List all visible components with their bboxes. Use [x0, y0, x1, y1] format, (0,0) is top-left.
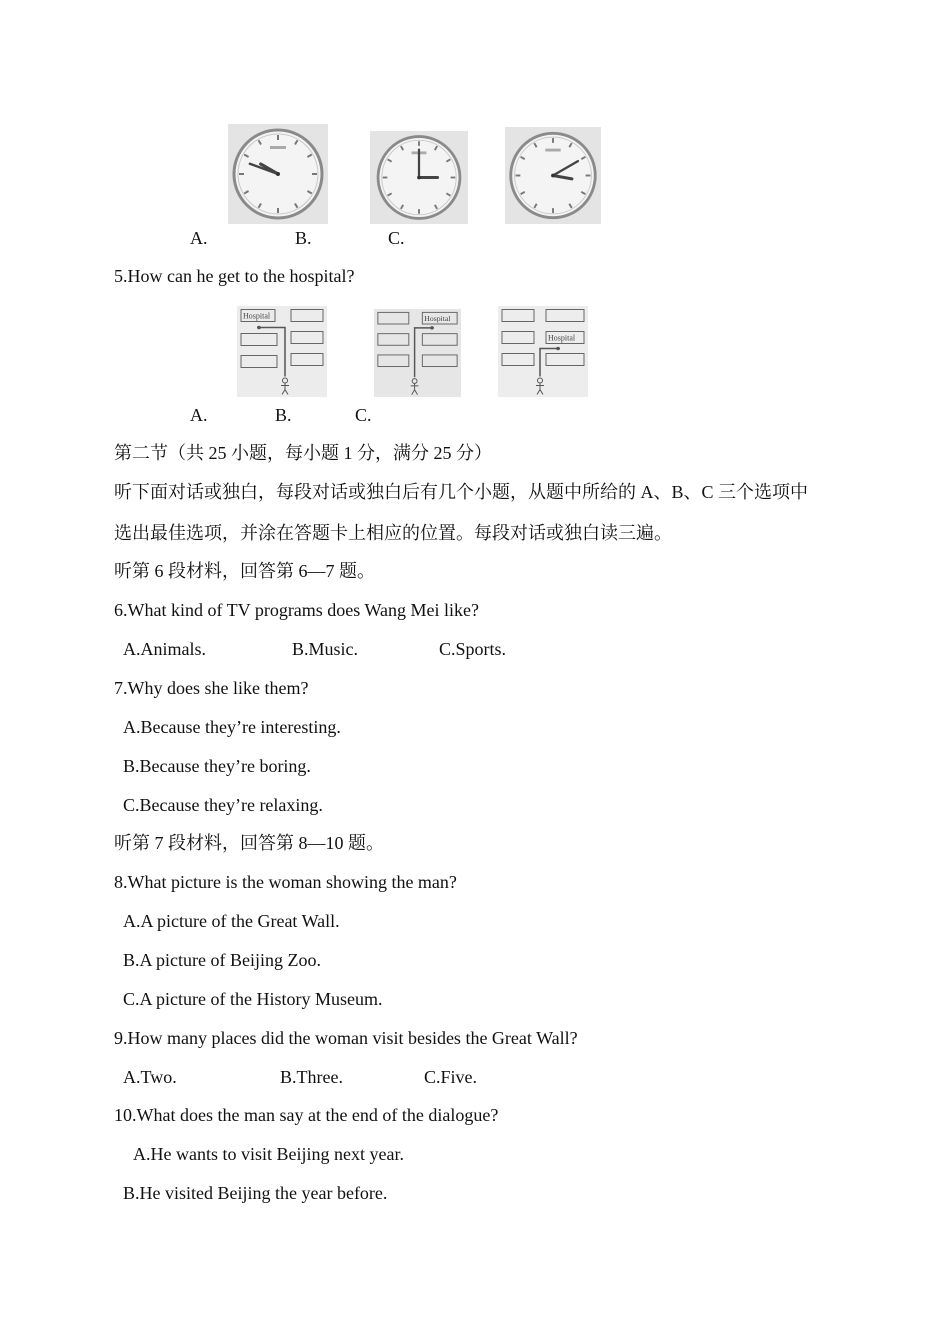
q8-option-b: B.A picture of Beijing Zoo.: [123, 950, 321, 970]
clock-icon: [228, 124, 328, 224]
section2-heading: 第二节（共 25 小题，每小题 1 分，满分 25 分）: [114, 443, 492, 463]
map-image-a: [237, 306, 327, 397]
q7-option-b: B.Because they’re boring.: [123, 756, 311, 776]
q6-option-a: A.Animals.: [123, 639, 206, 659]
hospital-label: Hospital: [424, 314, 451, 324]
q9-option-c: C.Five.: [424, 1067, 478, 1087]
map-image-b: [374, 309, 461, 397]
map-image-c: [498, 306, 588, 397]
clock-icon: [505, 127, 601, 224]
hospital-label: Hospital: [548, 333, 576, 343]
q9-option-a: A.Two.: [123, 1067, 177, 1087]
map-icon: [237, 306, 327, 397]
map-icon: [374, 309, 461, 397]
q4-option-a-label: A.: [190, 228, 208, 248]
q9-option-b: B.Three.: [280, 1067, 343, 1087]
q9-question: 9.How many places did the woman visit besides the Great Wall?: [114, 1028, 578, 1048]
q8-option-c: C.A picture of the History Museum.: [123, 989, 383, 1009]
map-icon: [498, 306, 588, 397]
clock-image-b: [370, 131, 468, 224]
clock-icon: [370, 131, 468, 224]
q5-option-a-label: A.: [190, 405, 208, 425]
hospital-label: Hospital: [243, 311, 271, 321]
q7-option-a: A.Because they’re interesting.: [123, 717, 341, 737]
q4-option-b-label: B.: [295, 228, 312, 248]
q5-option-b-label: B.: [275, 405, 292, 425]
q6-question: 6.What kind of TV programs does Wang Mei like?: [114, 600, 479, 620]
q6-option-c: C.Sports.: [439, 639, 507, 659]
passage6-intro: 听第 6 段材料，回答第 6—7 题。: [114, 561, 375, 581]
q4-option-c-label: C.: [388, 228, 405, 248]
q6-option-b: B.Music.: [292, 639, 359, 659]
q10-question: 10.What does the man say at the end of the dialogue?: [114, 1105, 499, 1125]
q8-option-a: A.A picture of the Great Wall.: [123, 911, 340, 931]
q5-option-c-label: C.: [355, 405, 372, 425]
q10-option-b: B.He visited Beijing the year before.: [123, 1183, 388, 1203]
q8-question: 8.What picture is the woman showing the man?: [114, 872, 457, 892]
q5-question: 5.How can he get to the hospital?: [114, 266, 355, 286]
clock-image-a: [228, 124, 328, 224]
q10-option-a: A.He wants to visit Beijing next year.: [133, 1144, 404, 1164]
section2-instruction-line1: 听下面对话或独白，每段对话或独白后有几个小题，从题中所给的 A、B、C 三个选项中: [114, 482, 809, 502]
section2-instruction-line2: 选出最佳选项，并涂在答题卡上相应的位置。每段对话或独白读三遍。: [114, 523, 672, 543]
clock-image-c: [505, 127, 601, 224]
passage7-intro: 听第 7 段材料，回答第 8—10 题。: [114, 833, 384, 853]
q7-option-c: C.Because they’re relaxing.: [123, 795, 323, 815]
q7-question: 7.Why does she like them?: [114, 678, 309, 698]
